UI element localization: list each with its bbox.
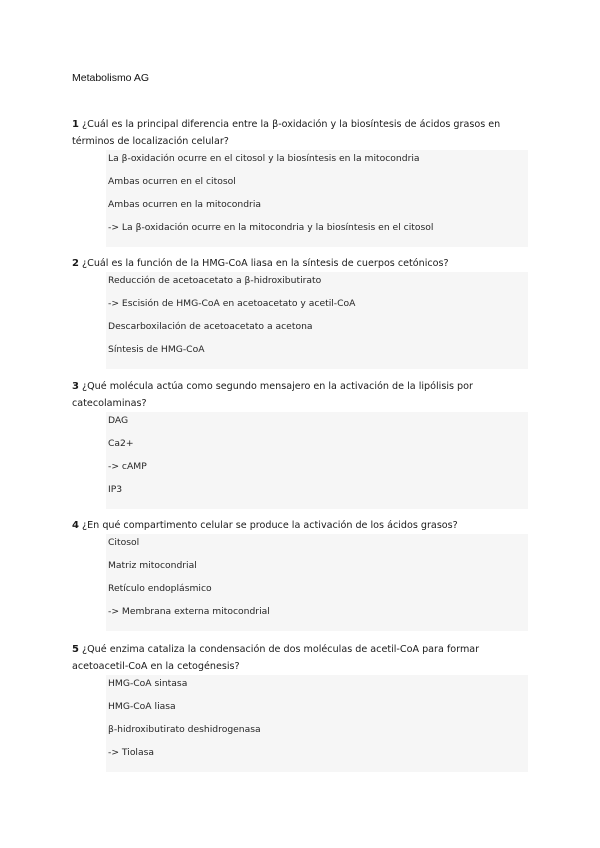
question-prompt: ¿Qué enzima cataliza la condensación de dos moléculas de acetil-CoA para formar acetoacetil-CoA en la cetogénesis? <box>72 644 480 672</box>
option-item-correct: -> La β-oxidación ocurre en la mitocondria y la biosíntesis en el citosol <box>108 222 434 233</box>
option-item: Citosol <box>108 537 140 548</box>
question-number: 4 <box>72 520 79 531</box>
question-prompt: ¿Cuál es la principal diferencia entre la β-oxidación y la biosíntesis de ácidos grasos en términos de localización celular? <box>72 119 501 147</box>
question-number: 5 <box>72 644 79 655</box>
option-item: La β-oxidación ocurre en el citosol y la biosíntesis en la mitocondria <box>108 153 420 164</box>
question-block <box>72 116 532 247</box>
option-item: Retículo endoplásmico <box>108 583 212 594</box>
option-item: IP3 <box>108 484 123 495</box>
question-number: 3 <box>72 381 79 392</box>
option-item-correct: -> Tiolasa <box>108 747 155 758</box>
option-item: β-hidroxibutirato deshidrogenasa <box>108 724 261 735</box>
question-block <box>72 517 532 631</box>
question-block <box>72 641 532 772</box>
option-item-correct: -> Membrana externa mitocondrial <box>108 606 270 617</box>
option-item: Ambas ocurren en la mitocondria <box>108 199 261 210</box>
options-list <box>106 534 528 631</box>
option-item: Síntesis de HMG-CoA <box>108 344 205 355</box>
option-item: HMG-CoA sintasa <box>108 678 188 689</box>
option-item: Ca2+ <box>108 438 134 449</box>
options-list <box>106 150 528 247</box>
option-item: DAG <box>108 415 129 426</box>
question-block <box>72 378 532 509</box>
question-text <box>72 517 532 534</box>
question-prompt: ¿Cuál es la función de la HMG-CoA liasa en la síntesis de cuerpos cetónicos? <box>82 258 449 269</box>
option-item: HMG-CoA liasa <box>108 701 176 712</box>
options-list <box>106 272 528 369</box>
question-number: 1 <box>72 119 79 130</box>
option-item: Reducción de acetoacetato a β-hidroxibutirato <box>108 275 322 286</box>
question-text <box>72 378 532 412</box>
question-prompt: ¿Qué molécula actúa como segundo mensajero en la activación de la lipólisis por catecolaminas? <box>72 381 473 409</box>
question-block <box>72 255 532 369</box>
option-item: Matriz mitocondrial <box>108 560 197 571</box>
page-title: Metabolismo AG <box>72 72 150 84</box>
option-item-correct: -> Escisión de HMG-CoA en acetoacetato y acetil-CoA <box>108 298 356 309</box>
options-list <box>106 412 528 509</box>
options-list <box>106 675 528 772</box>
question-prompt: ¿En qué compartimento celular se produce la activación de los ácidos grasos? <box>82 520 458 531</box>
option-item-correct: -> cAMP <box>108 461 147 472</box>
question-number: 2 <box>72 258 79 269</box>
question-text <box>72 255 532 272</box>
option-item: Descarboxilación de acetoacetato a acetona <box>108 321 313 332</box>
option-item: Ambas ocurren en el citosol <box>108 176 236 187</box>
question-text <box>72 116 532 150</box>
question-text <box>72 641 532 675</box>
